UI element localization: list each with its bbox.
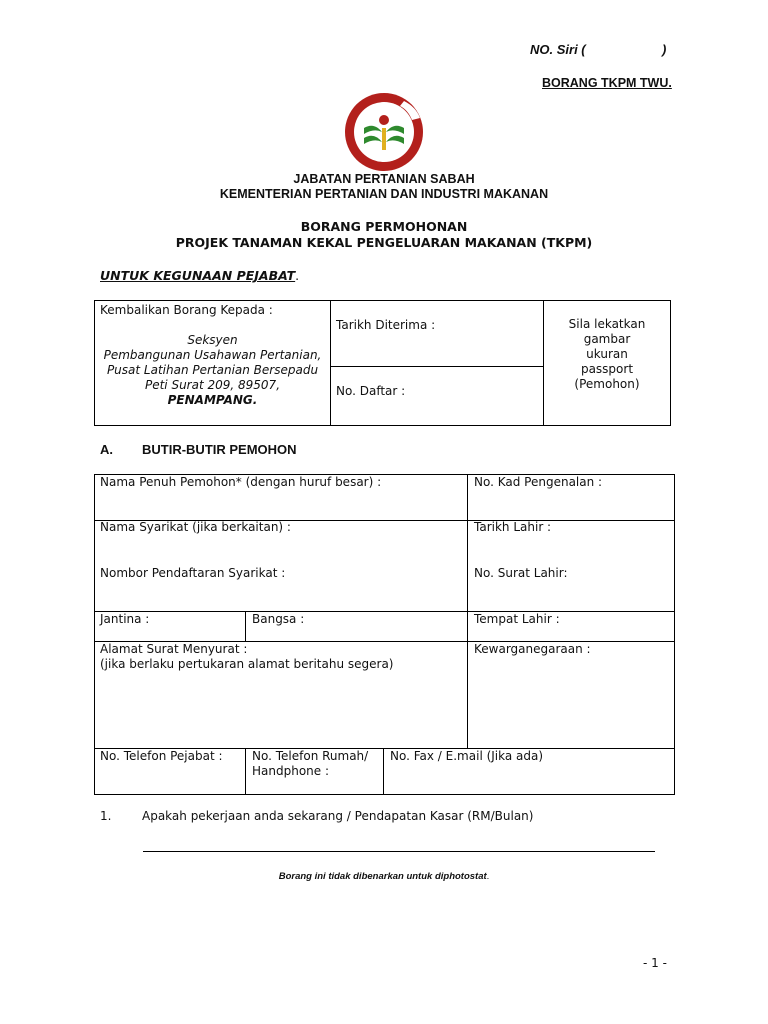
agency-name: JABATAN PERTANIAN SABAH: [293, 172, 475, 186]
ministry-name: KEMENTERIAN PERTANIAN DAN INDUSTRI MAKANAN: [219, 187, 549, 201]
photo-placeholder: Sila lekatkan gambar ukuran passport (Pemohon): [568, 317, 646, 391]
mailing-address-field[interactable]: Alamat Surat Menyurat :: [100, 642, 248, 656]
birth-certificate-field[interactable]: No. Surat Lahir:: [474, 566, 568, 580]
section-a-title: BUTIR-BUTIR PEMOHON: [142, 442, 297, 457]
form-code: BORANG TKPM TWU.: [542, 76, 672, 90]
home-phone-field[interactable]: No. Telefon Rumah/ Handphone :: [252, 749, 369, 778]
photocopy-notice: Borang ini tidak dibenarkan untuk diphotostat.: [278, 871, 490, 882]
company-registration-field[interactable]: Nombor Pendaftaran Syarikat :: [100, 566, 286, 580]
office-phone-field[interactable]: No. Telefon Pejabat :: [100, 749, 223, 763]
agency-logo: [342, 92, 426, 172]
question-1-text: Apakah pekerjaan anda sekarang / Pendapatan Kasar (RM/Bulan): [142, 809, 534, 823]
register-number-field[interactable]: No. Daftar :: [336, 384, 406, 398]
serial-number-label: NO. Siri (: [530, 42, 586, 57]
question-1-answer-line[interactable]: [143, 851, 655, 852]
ic-number-field[interactable]: No. Kad Pengenalan :: [474, 475, 603, 489]
form-subtitle: PROJEK TANAMAN KEKAL PENGELUARAN MAKANAN (TKPM): [175, 235, 593, 250]
date-received-field[interactable]: Tarikh Diterima :: [336, 318, 436, 332]
fax-email-field[interactable]: No. Fax / E.mail (Jika ada): [390, 749, 544, 763]
birth-place-field[interactable]: Tempat Lahir :: [474, 612, 560, 626]
mailing-address-note: (jika berlaku pertukaran alamat beritahu segera): [100, 657, 394, 671]
question-1-number: 1.: [100, 809, 112, 823]
citizenship-field[interactable]: Kewarganegaraan :: [474, 642, 591, 656]
office-use-heading: UNTUK KEGUNAAN PEJABAT.: [100, 268, 300, 283]
gender-field[interactable]: Jantina :: [100, 612, 150, 626]
return-to-label: Kembalikan Borang Kepada :: [100, 303, 273, 317]
birth-date-field[interactable]: Tarikh Lahir :: [474, 520, 552, 534]
company-name-field[interactable]: Nama Syarikat (jika berkaitan) :: [100, 520, 291, 534]
return-address: Seksyen Pembangunan Usahawan Pertanian, Pusat Latihan Pertanian Bersepadu Peti Surat 209, 89507, PENAMPANG.: [103, 333, 322, 407]
serial-number-close: ): [662, 42, 667, 57]
page-number: - 1 -: [643, 956, 667, 970]
full-name-field[interactable]: Nama Penuh Pemohon* (dengan huruf besar) :: [100, 475, 382, 489]
race-field[interactable]: Bangsa :: [252, 612, 305, 626]
form-title: BORANG PERMOHONAN: [300, 219, 468, 234]
section-a-letter: A.: [100, 442, 113, 457]
